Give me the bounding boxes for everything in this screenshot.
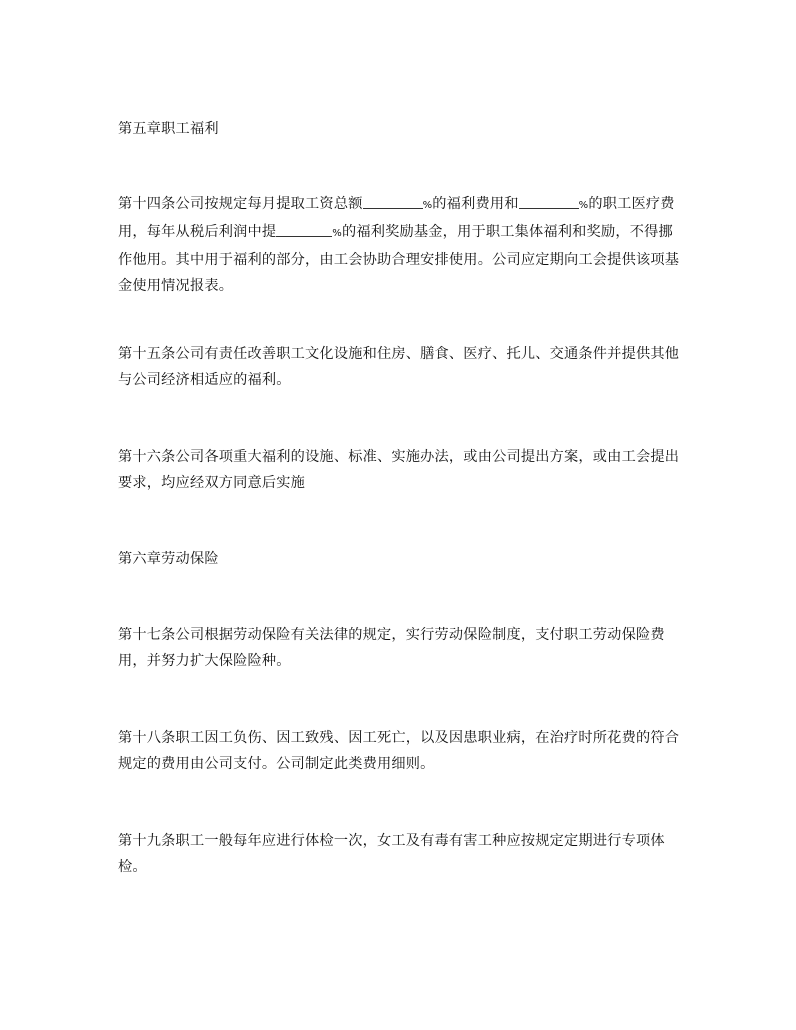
article-15: 第十五条公司有责任改善职工文化设施和住房、膳食、医疗、托儿、交通条件并提供其他与公司经济相适应的福利。 xyxy=(118,346,680,388)
percent-sign: % xyxy=(578,200,589,211)
article-19: 第十九条职工一般每年应进行体检一次，女工及有毒有害工种应按规定定期进行专项体检。 xyxy=(118,833,665,875)
article-17: 第十七条公司根据劳动保险有关法律的规定，实行劳动保险制度，支付职工劳动保险费用，并努力扩大保险险种。 xyxy=(118,627,665,669)
chapter-6-title: 第六章劳动保险 xyxy=(118,551,219,567)
article-14-text-4: 的福利奖励基金，用于职工集体福利和奖励，不得挪作他用。其中用于福利的部分，由工会协助合理安排使用。公司应定期向工会提供该项基金使用情况报表。 xyxy=(118,224,680,294)
article-14-text-1: 第十四条公司按规定每月提取工资总额 xyxy=(118,196,363,212)
percent-sign: % xyxy=(332,228,342,239)
article-18: 第十八条职工因工负伤、因工致残、因工死亡，以及因患职业病，在治疗时所花费的符合规定的费用由公司支付。公司制定此类费用细则。 xyxy=(118,730,680,772)
chapter-5-title: 第五章职工福利 xyxy=(118,121,219,137)
fill-blank-welfare-rate[interactable] xyxy=(363,193,423,209)
percent-sign: % xyxy=(422,200,433,211)
article-14-text-3: 的职工医疗费用，每年从税后利润中提 xyxy=(118,196,675,240)
fill-blank-medical-rate[interactable] xyxy=(519,193,579,209)
article-14-text-2: 的福利费用和 xyxy=(432,196,519,212)
article-16: 第十六条公司各项重大福利的设施、标准、实施办法，或由公司提出方案，或由工会提出要求，均应经双方同意后实施 xyxy=(118,449,680,491)
article-14 xyxy=(118,191,683,299)
fill-blank-reward-fund-rate[interactable] xyxy=(276,221,332,237)
